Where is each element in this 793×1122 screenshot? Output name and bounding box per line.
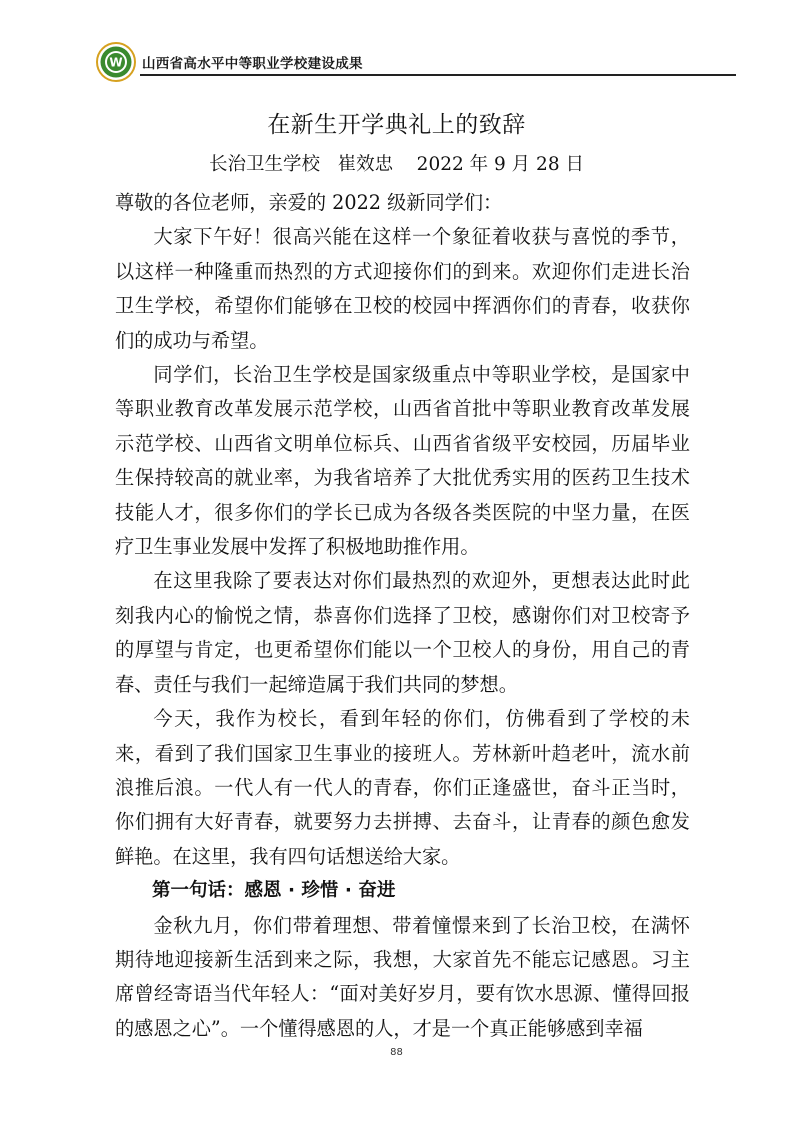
header-divider — [140, 74, 736, 76]
document-byline: 长治卫生学校 崔效忠 2022 年 9 月 28 日 — [209, 154, 584, 175]
paragraph: 大家下午好！很高兴能在这样一个象征着收获与喜悦的季节，以这样一种隆重而热烈的方式迎接你们的到来。欢迎你们走进长治卫生学校，希望你们能够在卫校的校园中挥洒你们的青春，收获你们的成功与希望。 — [115, 225, 690, 352]
document-title: 在新生开学典礼上的致辞 — [267, 112, 526, 138]
paragraph: 同学们，长治卫生学校是国家级重点中等职业学校，是国家中等职业教育改革发展示范学校，山西省首批中等职业教育改革发展示范学校、山西省文明单位标兵、山西省省级平安校园，历届毕业生保持较高的就业率，为我省培养了大批优秀实用的医药卫生技术技能人才，很多你们的学长已成为各级各类医院的中坚力量，在医疗卫生事业发展中发挥了积极地助推作用。 — [115, 363, 690, 559]
document-body — [115, 186, 690, 1046]
paragraph: 金秋九月，你们带着理想、带着憧憬来到了长治卫校，在满怀期待地迎接新生活到来之际，我想，大家首先不能忘记感恩。习主席曾经寄语当代年轻人：“面对美好岁月，要有饮水思源、懂得回报的感恩之心”。一个懂得感恩的人，才是一个真正能够感到幸福 — [115, 913, 690, 1040]
school-logo-icon — [96, 42, 136, 82]
paragraph: 今天，我作为校长，看到年轻的你们，仿佛看到了学校的未来，看到了我们国家卫生事业的接班人。芳林新叶趋老叶，流水前浪推后浪。一代人有一代人的青春，你们正逢盛世，奋斗正当时，你们拥有大好青春，就要努力去拼搏、去奋斗，让青春的颜色愈发鲜艳。在这里，我有四句话想送给大家。 — [115, 707, 690, 868]
paragraph: 在这里我除了要表达对你们最热烈的欢迎外，更想表达此时此刻我内心的愉悦之情，恭喜你们选择了卫校，感谢你们对卫校寄予的厚望与肯定，也更希望你们能以一个卫校人的身份，用自己的青春、责任与我们一起缔造属于我们共同的梦想。 — [115, 569, 690, 696]
section-heading: 第一句话：感恩 · 珍惜 · 奋进 — [152, 880, 396, 902]
page-header — [96, 42, 736, 86]
logo-letter: W — [109, 55, 123, 70]
header-title: 山西省高水平中等职业学校建设成果 — [142, 56, 363, 72]
page-number: 88 — [390, 1047, 403, 1058]
salutation: 尊敬的各位老师，亲爱的 2022 级新同学们： — [115, 191, 503, 214]
